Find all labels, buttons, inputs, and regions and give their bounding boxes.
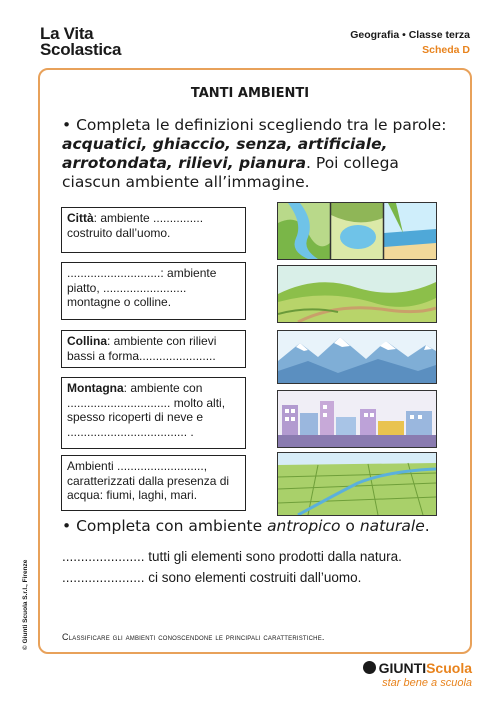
- exercise2-text-end: .: [424, 517, 430, 535]
- brand-suffix: Scuola: [426, 660, 472, 676]
- definition-text: ............................: ambiente piatto, ......................... montagne o colline.: [67, 266, 217, 309]
- definition-term: Montagna: [67, 381, 124, 395]
- exercise1-text: • Completa le definizioni scegliendo tra le parole:: [62, 116, 447, 134]
- answer-line-2[interactable]: ...................... ci sono elementi costruiti dall’uomo.: [62, 570, 362, 585]
- definition-box-montagna[interactable]: [61, 377, 246, 449]
- subject-label: Geografia • Classe terza: [350, 29, 470, 41]
- logo-line1: La Vita: [40, 24, 94, 43]
- exercise2-text-mid: o: [340, 517, 360, 535]
- exercise2-answers: [62, 547, 462, 589]
- learning-objective: Classificare gli ambienti conoscendone le principali caratteristiche.: [62, 632, 325, 642]
- picture-city[interactable]: [277, 390, 437, 448]
- exercise1-instructions: [62, 116, 462, 192]
- word-bank: acquatici, ghiaccio, senza, artificiale, arrotondata, rilievi, pianura: [62, 135, 388, 172]
- picture-mountains[interactable]: [277, 330, 437, 384]
- exercise2-instructions: [62, 517, 462, 536]
- sheet-label: Scheda D: [422, 44, 470, 56]
- copyright: © Giunti Scuola S.r.l., Firenze: [22, 559, 29, 650]
- tagline: star bene a scuola: [382, 677, 472, 689]
- definition-box-citta[interactable]: [61, 207, 246, 253]
- definition-term: Collina: [67, 334, 108, 348]
- picture-plain[interactable]: [277, 452, 437, 516]
- exercise1-text-end: . Poi collega ciascun ambiente all’immagine.: [62, 154, 399, 191]
- header-info: [350, 28, 470, 58]
- option-antropico: antropico: [267, 517, 341, 535]
- logo: [40, 26, 121, 58]
- option-naturale: naturale: [359, 517, 425, 535]
- definition-box-pianura[interactable]: [61, 262, 246, 320]
- brand-name: GIUNTI: [378, 660, 427, 676]
- definition-text: Ambienti .........................., caratterizzati dalla presenza di acqua: fiumi, laghi, mari.: [67, 459, 230, 502]
- page-title: TANTI AMBIENTI: [190, 86, 310, 101]
- definition-text: : ambiente con rilievi bassi a forma.......................: [67, 334, 217, 363]
- definition-text: : ambiente ............... costruito dall’uomo.: [67, 211, 204, 240]
- picture-water[interactable]: [277, 202, 437, 260]
- giunti-icon: [363, 661, 376, 674]
- answer-line-1[interactable]: ...................... tutti gli elementi sono prodotti dalla natura.: [62, 549, 402, 564]
- publisher-logo: [363, 660, 472, 689]
- exercise2-text: • Completa con ambiente: [62, 517, 268, 535]
- definition-box-collina[interactable]: [61, 330, 246, 368]
- picture-hills[interactable]: [277, 265, 437, 323]
- definition-box-acquatici[interactable]: [61, 455, 246, 511]
- logo-line2: Scolastica: [40, 40, 122, 59]
- definition-term: Città: [67, 211, 94, 225]
- definition-text: : ambiente con ............................... molto alti, spesso ricoperti di neve e .................................... .: [67, 381, 226, 439]
